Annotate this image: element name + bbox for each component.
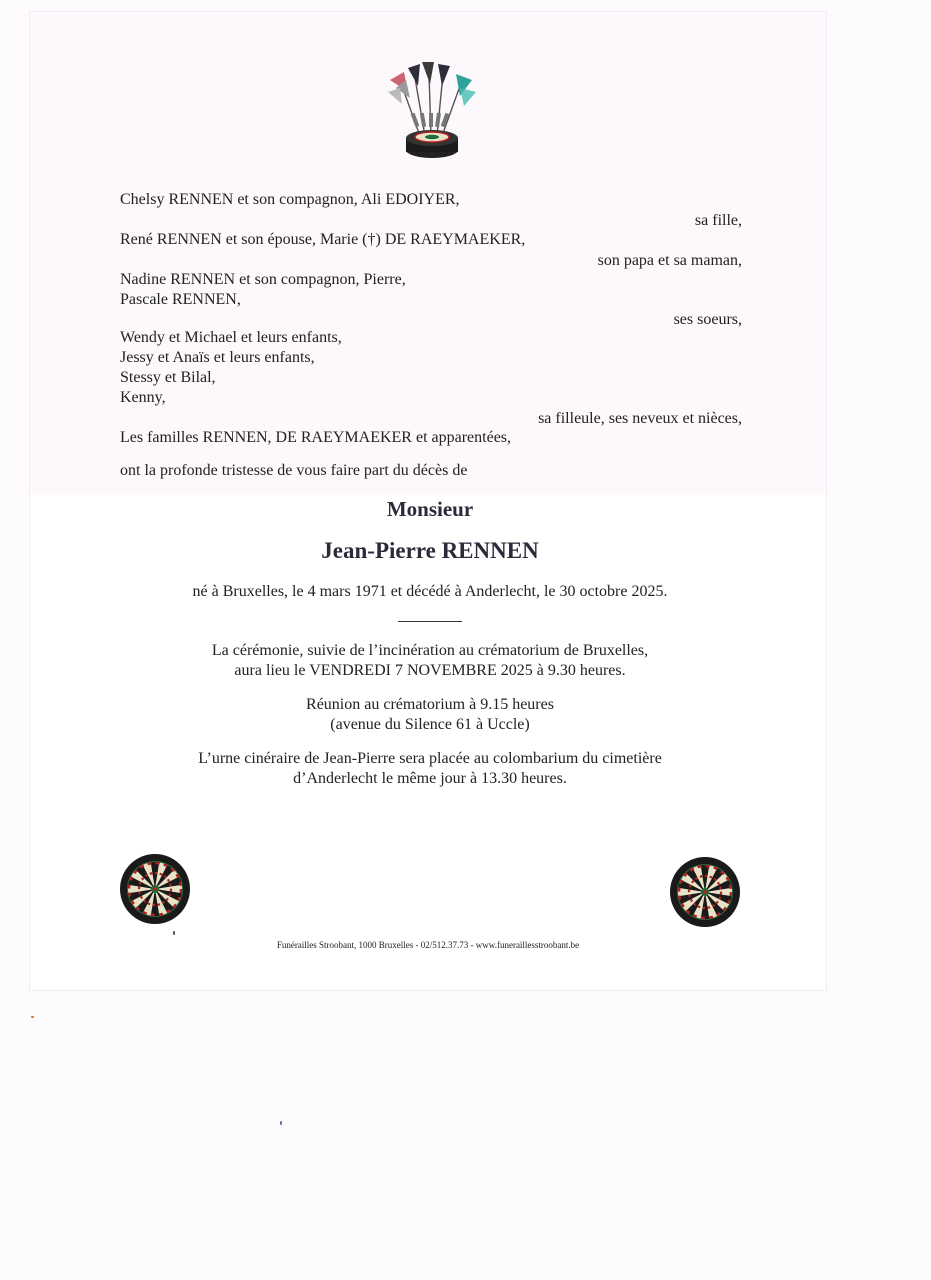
urn-line-2: d’Anderlecht le même jour à 13.30 heures.: [293, 770, 567, 787]
deceased-name: Jean-Pierre RENNEN: [321, 538, 539, 563]
relation-line-4: sa filleule, ses neveux et nièces,: [538, 410, 742, 427]
announcement-intro: ont la profonde tristesse de vous faire part du décès de: [120, 462, 468, 479]
scan-speck: [31, 1016, 34, 1018]
scan-speck: [173, 931, 175, 935]
relation-line-3: ses soeurs,: [673, 311, 742, 328]
family-line-7: Stessy et Bilal,: [120, 369, 216, 386]
separator-rule: [398, 621, 462, 622]
family-line-6: Jessy et Anaïs et leurs enfants,: [120, 349, 315, 366]
darts-holder-icon: [380, 58, 484, 170]
family-line-8: Kenny,: [120, 389, 166, 406]
family-line-1: Chelsy RENNEN et son compagnon, Ali EDOIYER,: [120, 191, 460, 208]
urn-line-1: L’urne cinéraire de Jean-Pierre sera placée au colombarium du cimetière: [198, 750, 662, 767]
relation-line-1: sa fille,: [694, 212, 742, 229]
family-line-3: Nadine RENNEN et son compagnon, Pierre,: [120, 271, 406, 288]
dartboard-icon-left: [119, 853, 191, 925]
funeral-home-footer: Funérailles Stroobant, 1000 Bruxelles - 02/512.37.73 - www.funeraillesstroobant.be: [276, 940, 580, 950]
meeting-line-2: (avenue du Silence 61 à Uccle): [330, 716, 530, 733]
family-line-4: Pascale RENNEN,: [120, 291, 241, 308]
family-line-9: Les familles RENNEN, DE RAEYMAEKER et apparentées,: [120, 429, 512, 446]
family-line-2: René RENNEN et son épouse, Marie (†) DE RAEYMAEKER,: [120, 231, 526, 248]
birth-death-line: né à Bruxelles, le 4 mars 1971 et décédé à Anderlecht, le 30 octobre 2025.: [192, 583, 668, 600]
meeting-line-1: Réunion au crématorium à 9.15 heures: [306, 696, 554, 713]
scan-speck: [280, 1121, 282, 1125]
relation-line-2: son papa et sa maman,: [597, 252, 742, 269]
ceremony-line-1: La cérémonie, suivie de l’incinération au crématorium de Bruxelles,: [211, 642, 649, 659]
dartboard-icon-right: [669, 856, 741, 928]
ceremony-line-2: aura lieu le VENDREDI 7 NOVEMBRE 2025 à 9.30 heures.: [234, 662, 626, 679]
family-line-5: Wendy et Michael et leurs enfants,: [120, 329, 342, 346]
honorific: Monsieur: [386, 497, 474, 521]
